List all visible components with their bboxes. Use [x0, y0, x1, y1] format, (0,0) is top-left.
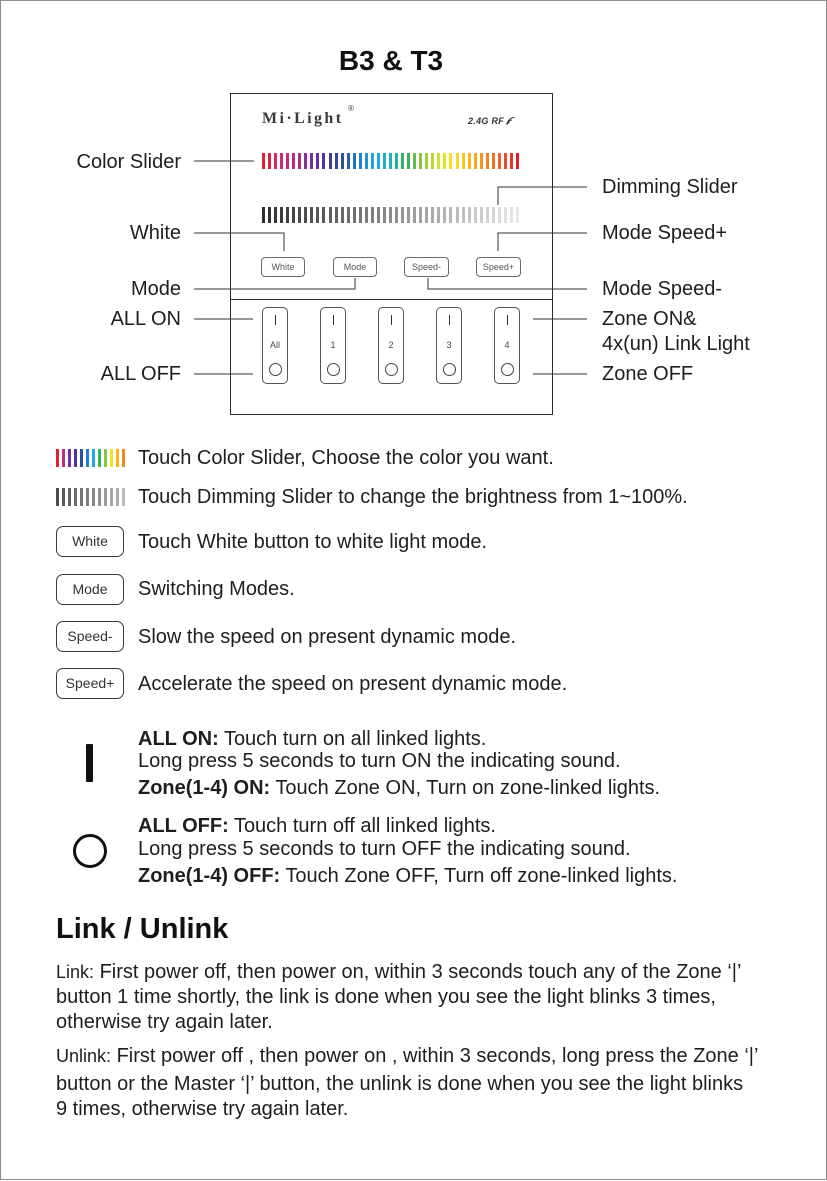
color-slider-icon-bar — [80, 449, 83, 467]
color-slider-bar — [286, 153, 289, 169]
color-slider-icon-bar — [86, 449, 89, 467]
color-slider-bar — [504, 153, 507, 169]
link-line-1 — [56, 960, 741, 984]
callout-mode-speed-up: Mode Speed+ — [602, 222, 728, 244]
color-slider-bar — [498, 153, 501, 169]
zone-on-icon — [391, 315, 393, 325]
all-off-line — [138, 814, 496, 838]
callout-white: White — [129, 222, 181, 244]
color-slider-icon-bar — [116, 449, 119, 467]
color-slider-bar — [365, 153, 368, 169]
zone-on-description: Touch Zone ON, Turn on zone-linked lights. — [275, 777, 661, 799]
legend-white-text: Touch White button to white light mode. — [138, 531, 488, 553]
dimming-slider-bar — [486, 207, 489, 223]
dimming-slider-bar — [504, 207, 507, 223]
legend-white-button: White — [56, 526, 124, 557]
dimming-slider-icon-bar — [92, 488, 95, 506]
dimming-slider-bar — [456, 207, 459, 223]
zone-button-4 — [494, 307, 520, 384]
dimming-slider-bar — [395, 207, 398, 223]
dimming-slider-bar — [310, 207, 313, 223]
zone-label: 4 — [504, 340, 510, 350]
unlink-line-1 — [56, 1044, 758, 1068]
all-on-description: Touch turn on all linked lights. — [223, 728, 487, 750]
link-line-2: button 1 time shortly, the link is done when you see the light blinks 3 times, — [56, 986, 716, 1008]
callout-mode: Mode — [130, 278, 181, 300]
dimming-slider-bar — [329, 207, 332, 223]
color-slider-bar — [359, 153, 362, 169]
dimming-slider-bar — [474, 207, 477, 223]
dimming-slider-bar — [304, 207, 307, 223]
zone-button-1 — [320, 307, 346, 384]
callout-all-on: ALL ON — [110, 308, 181, 330]
color-slider-bar — [431, 153, 434, 169]
zone-label: 3 — [446, 340, 452, 350]
dimming-slider-icon-bar — [74, 488, 77, 506]
rf-label: 2.4G RF — [468, 116, 505, 126]
zone-label: 2 — [388, 340, 394, 350]
power-off-icon — [73, 834, 107, 868]
color-slider-bar — [262, 153, 265, 169]
callout-zone-on: Zone ON& — [602, 308, 697, 330]
callout-all-off: ALL OFF — [100, 363, 181, 385]
color-slider-icon — [56, 449, 125, 467]
dimming-slider-bar — [383, 207, 386, 223]
dimming-slider-bar — [480, 207, 483, 223]
zone-on-icon — [275, 315, 277, 325]
legend-mode-text: Switching Modes. — [138, 578, 295, 600]
legend-speed-down-button: Speed- — [56, 621, 124, 652]
legend-mode-button: Mode — [56, 574, 124, 605]
color-slider-bar — [492, 153, 495, 169]
zone-button-3 — [436, 307, 462, 384]
color-slider-bar — [413, 153, 416, 169]
color-slider-bar — [510, 153, 513, 169]
color-slider-bar — [456, 153, 459, 169]
unlink-label: Unlink: — [56, 1046, 112, 1066]
dimming-slider-bar — [492, 207, 495, 223]
zone-off-icon — [327, 363, 340, 376]
zone-on-line — [138, 776, 660, 800]
dimming-slider-bar — [449, 207, 452, 223]
zone-off-icon — [385, 363, 398, 376]
unlink-text: First power off , then power on , within 3 seconds, long press the Zone ‘|’ — [116, 1045, 759, 1067]
dimming-slider-icon-bar — [56, 488, 59, 506]
dimming-slider-bar — [292, 207, 295, 223]
dimming-slider — [262, 207, 519, 223]
color-slider-bar — [516, 153, 519, 169]
legend-dimming-slider-text: Touch Dimming Slider to change the brightness from 1~100%. — [138, 486, 688, 508]
rf-badge — [468, 115, 516, 127]
color-slider-icon-bar — [122, 449, 125, 467]
dimming-slider-bar — [371, 207, 374, 223]
white-button: White — [261, 257, 305, 277]
color-slider-bar — [383, 153, 386, 169]
dimming-slider-bar — [468, 207, 471, 223]
legend-speed-down-text: Slow the speed on present dynamic mode. — [138, 626, 516, 648]
callout-zone-off: Zone OFF — [602, 363, 694, 385]
color-slider-bar — [280, 153, 283, 169]
zone-on-label: Zone(1-4) ON: — [138, 777, 271, 799]
color-slider-bar — [468, 153, 471, 169]
speed-down-button: Speed- — [404, 257, 449, 277]
dimming-slider-bar — [322, 207, 325, 223]
color-slider-icon-bar — [110, 449, 113, 467]
registered-mark: ® — [348, 104, 354, 113]
color-slider-bar — [407, 153, 410, 169]
color-slider-bar — [335, 153, 338, 169]
dimming-slider-bar — [389, 207, 392, 223]
color-slider-icon-bar — [62, 449, 65, 467]
dimming-slider-bar — [516, 207, 519, 223]
color-slider-bar — [389, 153, 392, 169]
dimming-slider-bar — [377, 207, 380, 223]
color-slider-icon-bar — [104, 449, 107, 467]
color-slider-bar — [292, 153, 295, 169]
zone-button-2 — [378, 307, 404, 384]
color-slider-bar — [310, 153, 313, 169]
all-on-line — [138, 727, 486, 751]
dimming-slider-icon-bar — [68, 488, 71, 506]
dimming-slider-bar — [280, 207, 283, 223]
zone-off-icon — [443, 363, 456, 376]
color-slider — [262, 153, 519, 169]
callout-mode-speed-down: Mode Speed- — [602, 278, 723, 300]
dimming-slider-icon-bar — [122, 488, 125, 506]
dimming-slider-bar — [262, 207, 265, 223]
color-slider-bar — [347, 153, 350, 169]
color-slider-bar — [437, 153, 440, 169]
color-slider-icon-bar — [68, 449, 71, 467]
dimming-slider-bar — [359, 207, 362, 223]
dimming-slider-icon-bar — [86, 488, 89, 506]
legend-speed-up-text: Accelerate the speed on present dynamic mode. — [138, 673, 568, 695]
dimming-slider-bar — [401, 207, 404, 223]
dimming-slider-bar — [268, 207, 271, 223]
color-slider-bar — [474, 153, 477, 169]
rf-signal-icon — [506, 116, 516, 126]
color-slider-bar — [443, 153, 446, 169]
color-slider-bar — [268, 153, 271, 169]
dimming-slider-bar — [274, 207, 277, 223]
zone-off-icon — [269, 363, 282, 376]
zone-off-description: Touch Zone OFF, Turn off zone-linked lights. — [285, 865, 678, 887]
color-slider-bar — [401, 153, 404, 169]
all-on-long-press: Long press 5 seconds to turn ON the indicating sound. — [138, 750, 621, 772]
callout-zone-link: 4x(un) Link Light — [602, 333, 750, 355]
dimming-slider-icon-bar — [110, 488, 113, 506]
page-title: B3 & T3 — [338, 45, 444, 76]
dimming-slider-bar — [407, 207, 410, 223]
mode-button: Mode — [333, 257, 377, 277]
color-slider-icon-bar — [92, 449, 95, 467]
zone-off-label: Zone(1-4) OFF: — [138, 865, 281, 887]
color-slider-bar — [304, 153, 307, 169]
zone-label: All — [269, 340, 280, 350]
dimming-slider-bar — [498, 207, 501, 223]
dimming-slider-bar — [365, 207, 368, 223]
dimming-slider-icon — [56, 488, 125, 506]
link-line-3: otherwise try again later. — [56, 1011, 273, 1033]
dimming-slider-bar — [353, 207, 356, 223]
color-slider-icon-bar — [98, 449, 101, 467]
color-slider-bar — [341, 153, 344, 169]
dimming-slider-bar — [437, 207, 440, 223]
unlink-line-3: 9 times, otherwise try again later. — [56, 1098, 349, 1120]
all-off-long-press: Long press 5 seconds to turn OFF the indicating sound. — [138, 838, 631, 860]
zone-on-icon — [507, 315, 509, 325]
all-off-label: ALL OFF: — [138, 815, 229, 837]
color-slider-bar — [316, 153, 319, 169]
speed-up-button: Speed+ — [476, 257, 521, 277]
color-slider-bar — [419, 153, 422, 169]
link-unlink-heading: Link / Unlink — [56, 913, 229, 945]
zone-off-line — [138, 864, 677, 888]
color-slider-icon-bar — [74, 449, 77, 467]
zone-on-icon — [333, 315, 335, 325]
dimming-slider-bar — [298, 207, 301, 223]
dimming-slider-bar — [443, 207, 446, 223]
unlink-line-2: button or the Master ‘|’ button, the unlink is done when you see the light blinks — [56, 1073, 744, 1095]
all-on-label: ALL ON: — [138, 728, 219, 750]
color-slider-bar — [371, 153, 374, 169]
dimming-slider-bar — [347, 207, 350, 223]
color-slider-bar — [353, 153, 356, 169]
legend-color-slider-text: Touch Color Slider, Choose the color you want. — [138, 447, 554, 469]
dimming-slider-bar — [413, 207, 416, 223]
dimming-slider-bar — [425, 207, 428, 223]
dimming-slider-icon-bar — [116, 488, 119, 506]
dimming-slider-bar — [335, 207, 338, 223]
dimming-slider-icon-bar — [62, 488, 65, 506]
link-text: First power off, then power on, within 3 seconds touch any of the Zone ‘|’ — [99, 961, 742, 983]
zone-label: 1 — [330, 340, 336, 350]
zone-on-icon — [449, 315, 451, 325]
color-slider-bar — [462, 153, 465, 169]
color-slider-icon-bar — [56, 449, 59, 467]
dimming-slider-icon-bar — [104, 488, 107, 506]
dimming-slider-icon-bar — [80, 488, 83, 506]
color-slider-bar — [449, 153, 452, 169]
callout-color-slider: Color Slider — [76, 151, 181, 173]
dimming-slider-bar — [286, 207, 289, 223]
dimming-slider-bar — [462, 207, 465, 223]
zone-button-all — [262, 307, 288, 384]
legend-speed-up-button: Speed+ — [56, 668, 124, 699]
color-slider-bar — [425, 153, 428, 169]
remote-panel — [230, 93, 553, 415]
dimming-slider-bar — [510, 207, 513, 223]
callout-dimming-slider: Dimming Slider — [602, 176, 738, 198]
panel-divider — [231, 299, 552, 300]
color-slider-bar — [298, 153, 301, 169]
color-slider-bar — [274, 153, 277, 169]
brand-logo: Mi·Light — [262, 110, 344, 127]
all-off-description: Touch turn off all linked lights. — [233, 815, 496, 837]
dimming-slider-bar — [419, 207, 422, 223]
color-slider-bar — [329, 153, 332, 169]
dimming-slider-bar — [341, 207, 344, 223]
color-slider-bar — [322, 153, 325, 169]
color-slider-bar — [395, 153, 398, 169]
zone-off-icon — [501, 363, 514, 376]
power-on-icon — [86, 744, 93, 782]
dimming-slider-icon-bar — [98, 488, 101, 506]
dimming-slider-bar — [316, 207, 319, 223]
link-label: Link: — [56, 962, 95, 982]
dimming-slider-bar — [431, 207, 434, 223]
color-slider-bar — [486, 153, 489, 169]
color-slider-bar — [480, 153, 483, 169]
color-slider-bar — [377, 153, 380, 169]
